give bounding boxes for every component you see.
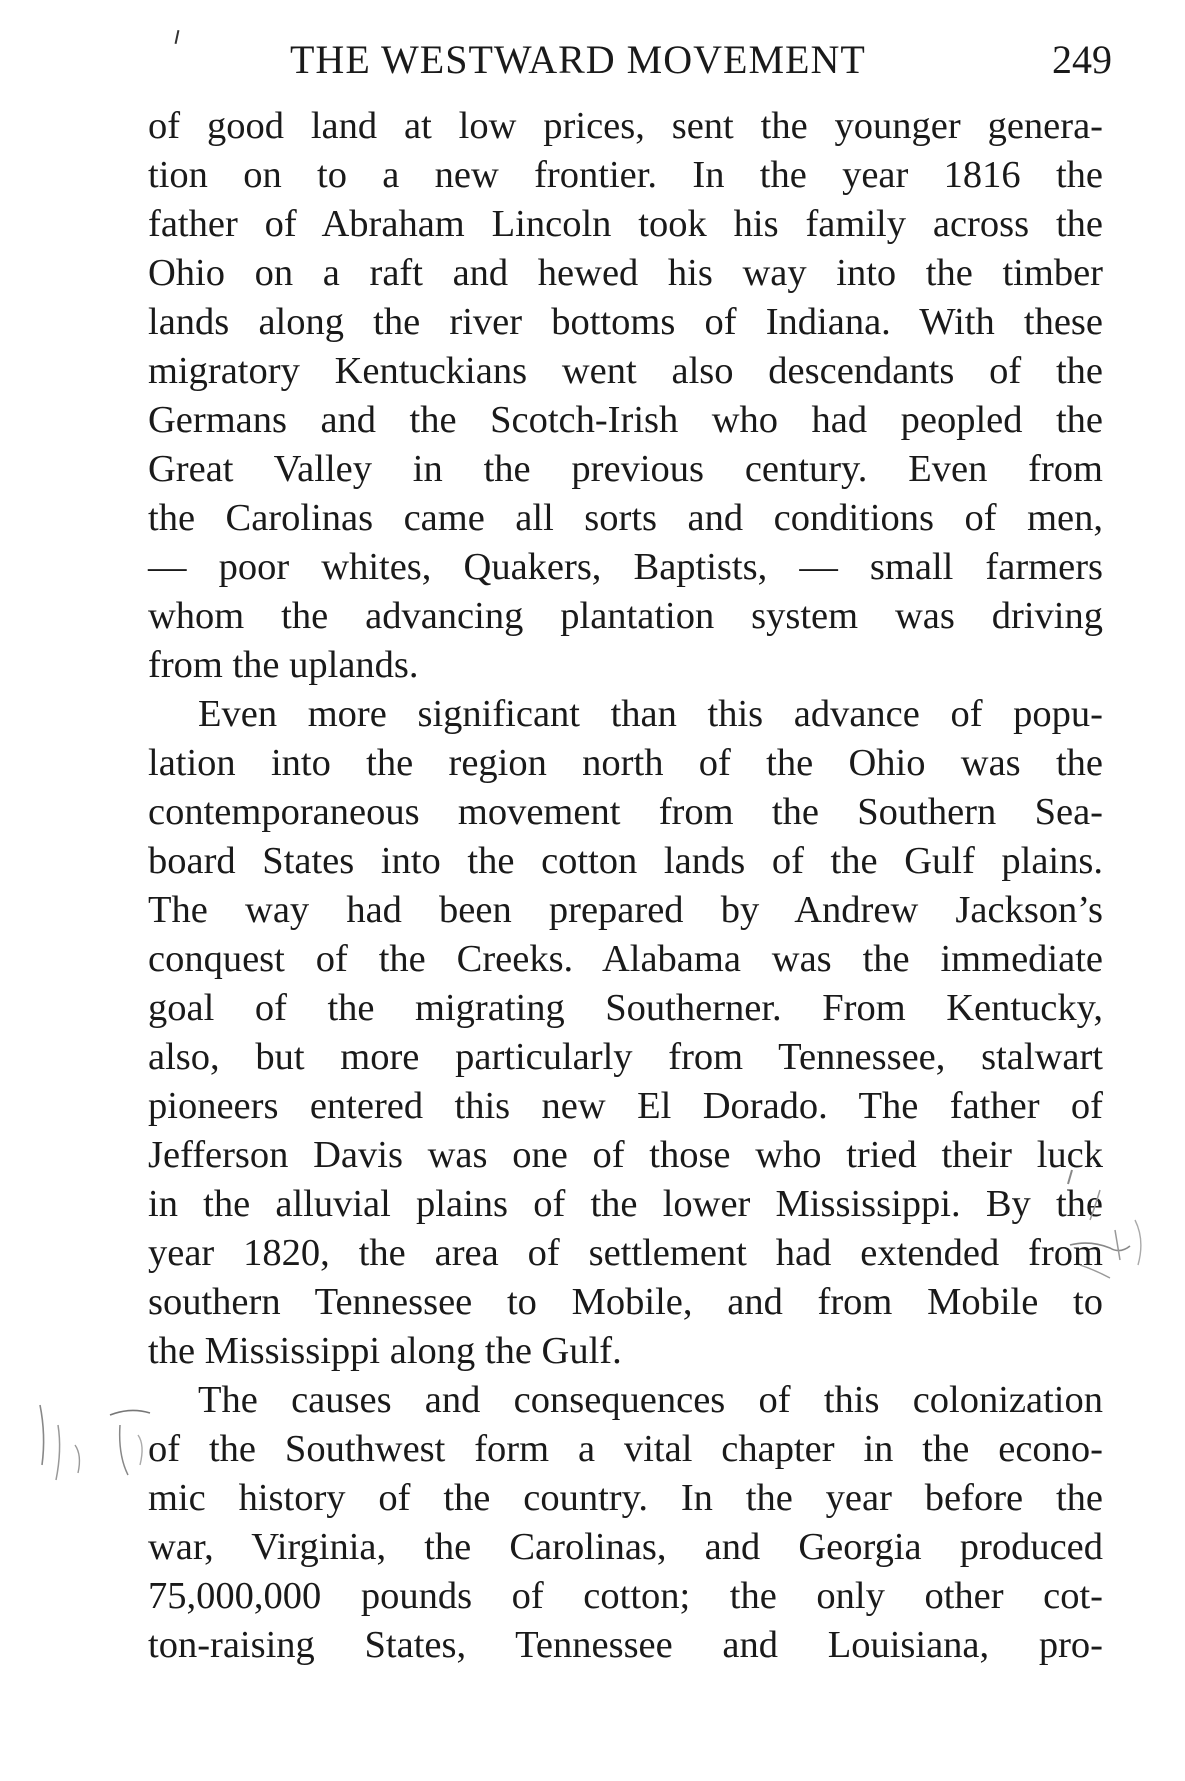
text-line: contemporaneous movement from the Southern Sea-	[148, 791, 1103, 833]
running-header	[290, 32, 1130, 88]
text-line: goal of the migrating Southerner. From Kentucky,	[148, 987, 1103, 1029]
text-line: ton-raising States, Tennessee and Louisiana, pro-	[148, 1624, 1103, 1666]
paragraph	[148, 1376, 1103, 1670]
text-line: also, but more particularly from Tennessee, stalwart	[148, 1036, 1103, 1078]
text-line: — poor whites, Quakers, Baptists, — small farmers	[148, 546, 1103, 588]
paragraph	[148, 690, 1103, 1376]
text-line: father of Abraham Lincoln took his family across the	[148, 203, 1103, 245]
text-line: year 1820, the area of settlement had extended from	[148, 1232, 1103, 1274]
text-line: migratory Kentuckians went also descendants of the	[148, 350, 1103, 392]
body-text	[148, 102, 1103, 1670]
text-line: whom the advancing plantation system was driving	[148, 595, 1103, 637]
text-line: board States into the cotton lands of the Gulf plains.	[148, 840, 1103, 882]
text-line: southern Tennessee to Mobile, and from Mobile to	[148, 1281, 1103, 1323]
paragraph	[148, 102, 1103, 690]
text-line: The causes and consequences of this colonization	[198, 1379, 1103, 1421]
text-line: in the alluvial plains of the lower Mississippi. By the	[148, 1183, 1103, 1225]
text-line: pioneers entered this new El Dorado. The father of	[148, 1085, 1103, 1127]
text-line: Ohio on a raft and hewed his way into the timber	[148, 252, 1103, 294]
text-line: conquest of the Creeks. Alabama was the immediate	[148, 938, 1103, 980]
text-line: the Carolinas came all sorts and conditions of men,	[148, 497, 1103, 539]
text-line: of the Southwest form a vital chapter in the econo-	[148, 1428, 1103, 1470]
text-line: lation into the region north of the Ohio was the	[148, 742, 1103, 784]
text-line: tion on to a new frontier. In the year 1816 the	[148, 154, 1103, 196]
text-line: lands along the river bottoms of Indiana. With these	[148, 301, 1103, 343]
running-title: THE WESTWARD MOVEMENT	[290, 37, 866, 82]
text-line: The way had been prepared by Andrew Jackson’s	[148, 889, 1103, 931]
margin-mark	[175, 30, 180, 44]
text-line: Great Valley in the previous century. Even from	[148, 448, 1103, 490]
page-number: 249	[1052, 37, 1112, 82]
text-line: 75,000,000 pounds of cotton; the only other cot-	[148, 1575, 1103, 1617]
text-line: of good land at low prices, sent the younger genera-	[148, 105, 1103, 147]
text-line: Germans and the Scotch-Irish who had peopled the	[148, 399, 1103, 441]
text-line: Even more significant than this advance of popu-	[198, 693, 1103, 735]
text-line: from the uplands.	[148, 644, 419, 686]
text-line: war, Virginia, the Carolinas, and Georgia produced	[148, 1526, 1103, 1568]
text-line: the Mississippi along the Gulf.	[148, 1330, 622, 1372]
text-line: mic history of the country. In the year before the	[148, 1477, 1103, 1519]
text-line: Jefferson Davis was one of those who tried their luck	[148, 1134, 1103, 1176]
